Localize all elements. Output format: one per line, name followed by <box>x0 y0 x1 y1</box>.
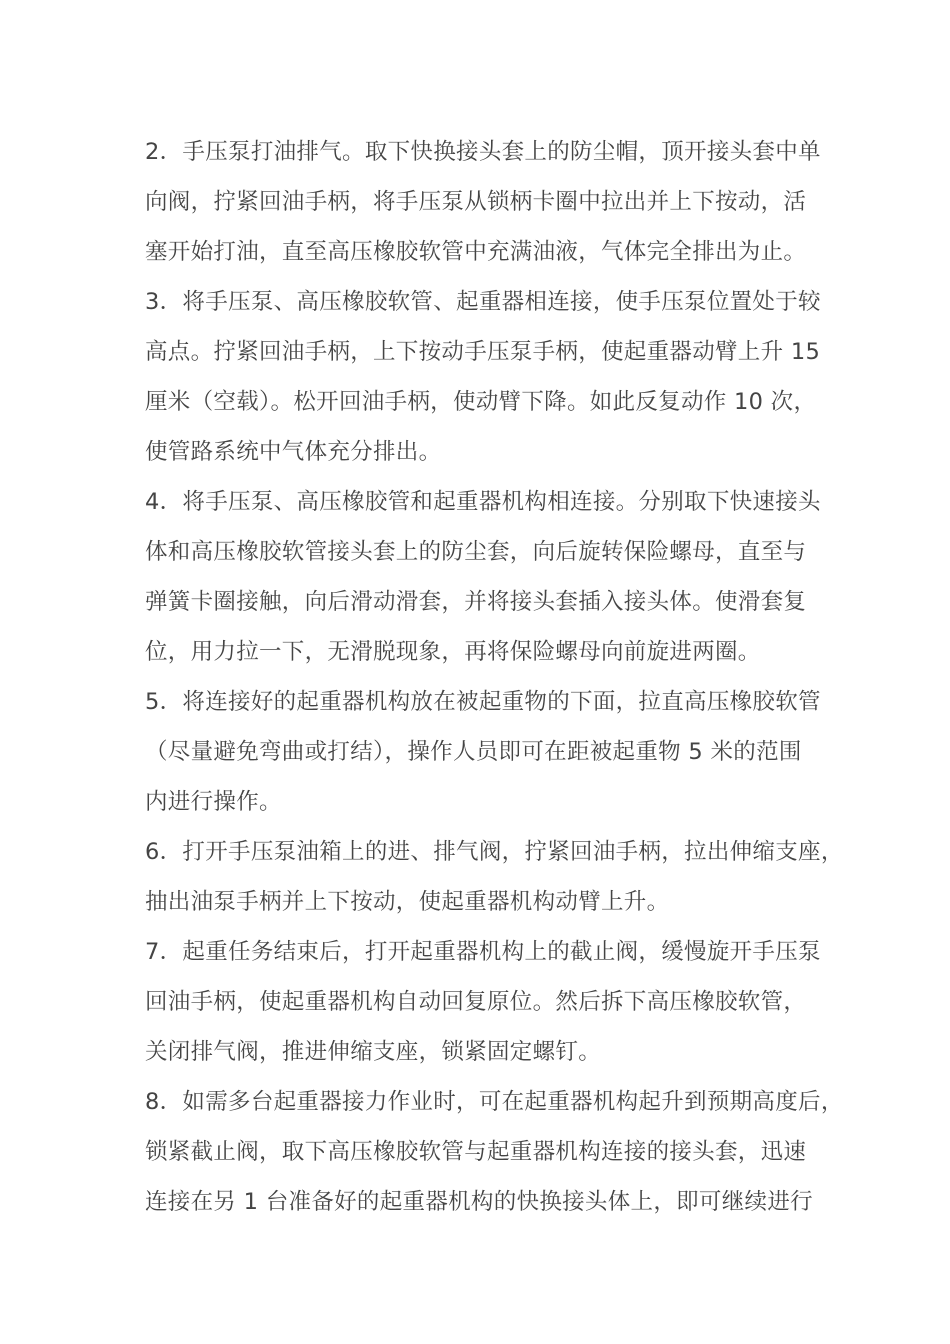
text-line: 6．打开手压泵油箱上的进、排气阀，拧紧回油手柄，拉出伸缩支座， <box>145 839 844 865</box>
text-line: 弹簧卡圈接触，向后滑动滑套，并将接头套插入接头体。使滑套复 <box>145 589 807 615</box>
text-line: 内进行操作。 <box>145 789 282 815</box>
text-line: 厘米（空载）。松开回油手柄，使动臂下降。如此反复动作 10 次， <box>145 389 817 415</box>
paragraph-step <box>145 277 865 477</box>
text-line: 向阀，拧紧回油手柄，将手压泵从锁柄卡圈中拉出并上下按动，活 <box>145 189 807 215</box>
text-line: 7．起重任务结束后，打开起重器机构上的截止阀，缓慢旋开手压泵 <box>145 939 821 965</box>
text-line: （尽量避免弯曲或打结），操作人员即可在距被起重物 5 米的范围 <box>145 739 802 765</box>
text-line: 使管路系统中气体充分排出。 <box>145 439 442 465</box>
paragraph-step <box>145 477 865 677</box>
paragraph-step <box>145 677 865 827</box>
paragraph-step <box>145 927 865 1077</box>
text-line: 关闭排气阀，推进伸缩支座，锁紧固定螺钉。 <box>145 1039 602 1065</box>
text-line: 5．将连接好的起重器机构放在被起重物的下面，拉直高压橡胶软管 <box>145 689 821 715</box>
paragraph-step <box>145 1077 865 1227</box>
text-line: 连接在另 1 台准备好的起重器机构的快换接头体上，即可继续进行 <box>145 1189 813 1215</box>
text-line: 4．将手压泵、高压橡胶管和起重器机构相连接。分别取下快速接头 <box>145 489 821 515</box>
text-line: 回油手柄，使起重器机构自动回复原位。然后拆下高压橡胶软管， <box>145 989 807 1015</box>
text-line: 2．手压泵打油排气。取下快换接头套上的防尘帽，顶开接头套中单 <box>145 139 821 165</box>
text-line: 高点。拧紧回油手柄，上下按动手压泵手柄，使起重器动臂上升 15 <box>145 339 821 365</box>
paragraph-step <box>145 127 865 277</box>
text-line: 抽出油泵手柄并上下按动，使起重器机构动臂上升。 <box>145 889 670 915</box>
text-line: 体和高压橡胶软管接头套上的防尘套，向后旋转保险螺母，直至与 <box>145 539 807 565</box>
text-line: 8．如需多台起重器接力作业时，可在起重器机构起升到预期高度后， <box>145 1089 844 1115</box>
paragraph-step <box>145 827 865 927</box>
text-line: 塞开始打油，直至高压橡胶软管中充满油液，气体完全排出为止。 <box>145 239 807 265</box>
text-line: 锁紧截止阀，取下高压橡胶软管与起重器机构连接的接头套，迅速 <box>145 1139 807 1165</box>
text-line: 3．将手压泵、高压橡胶软管、起重器相连接，使手压泵位置处于较 <box>145 289 821 315</box>
document-body <box>145 127 865 1227</box>
text-line: 位，用力拉一下，无滑脱现象，再将保险螺母向前旋进两圈。 <box>145 639 761 665</box>
